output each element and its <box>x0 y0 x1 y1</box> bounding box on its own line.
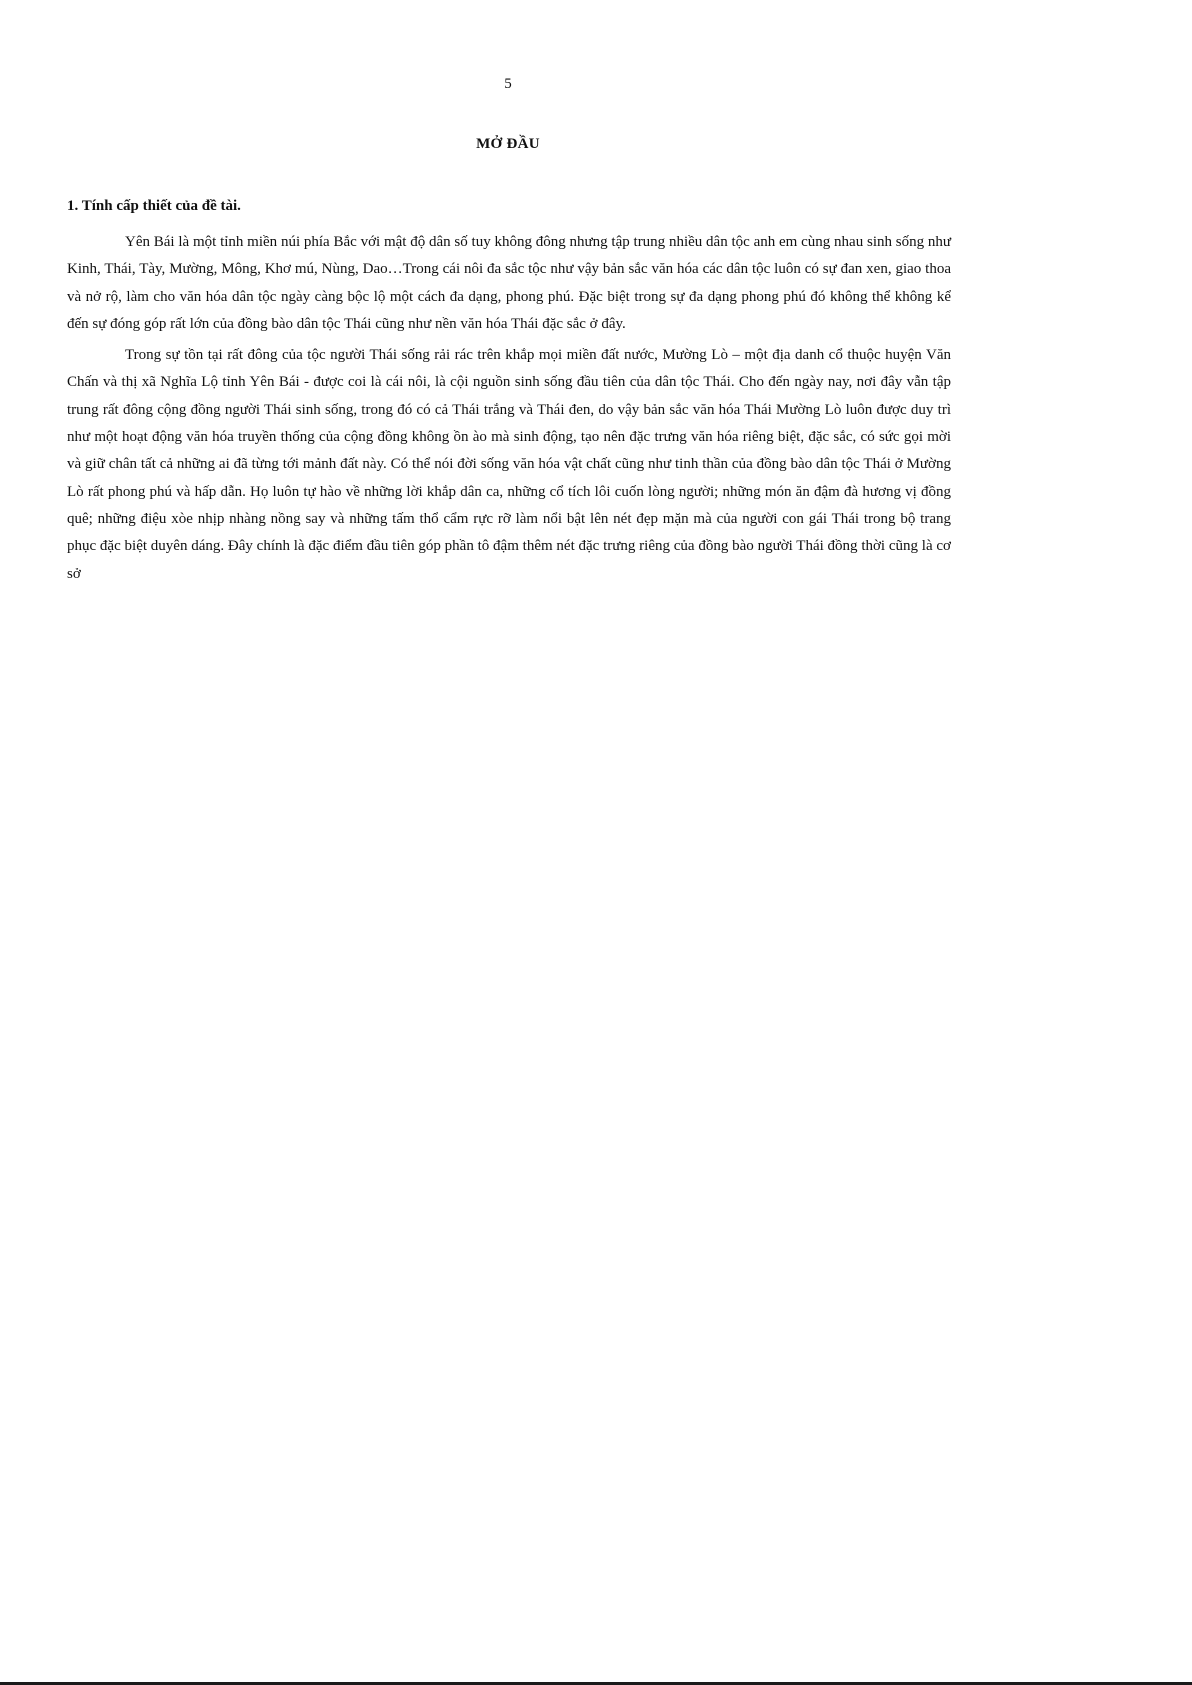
paragraph-2: Trong sự tồn tại rất đông của tộc người Thái sống rải rác trên khắp mọi miền đất nước, Mường Lò – một địa danh cổ thuộc huyện Văn Chấn và thị xã Nghĩa Lộ tỉnh Yên Bái - được coi là cái nôi, là cội nguồn sinh sống đầu tiên của dân tộc Thái. Cho đến ngày nay, nơi đây vẫn tập trung rất đông cộng đồng người Thái sinh sống, trong đó có cả Thái trắng và Thái đen, do vậy bản sắc văn hóa Thái Mường Lò luôn được duy trì như một hoạt động văn hóa truyền thống của cộng đồng không ồn ào mà sinh động, tạo nên đặc trưng văn hóa riêng biệt, đặc sắc, có sức gọi mời và giữ chân tất cả những ai đã từng tới mảnh đất này. Có thể nói đời sống văn hóa vật chất cũng như tinh thần của đồng bào dân tộc Thái ở Mường Lò rất phong phú và hấp dẫn. Họ luôn tự hào về những lời khắp dân ca, những cổ tích lôi cuốn lòng người; những món ăn đậm đà hương vị đồng quê; những điệu xòe nhịp nhàng nồng say và những tấm thổ cẩm rực rỡ làm nổi bật lên nét đẹp mặn mà của người con gái Thái trong bộ trang phục đặc biệt duyên dáng. Đây chính là đặc điểm đầu tiên góp phần tô đậm thêm nét đặc trưng riêng của đồng bào người Thái đồng thời cũng là cơ sở <box>67 347 951 582</box>
body-text <box>67 229 951 588</box>
chapter-title: MỞ ĐẦU <box>476 136 540 152</box>
page-number: 5 <box>504 76 512 92</box>
section-heading: 1. Tính cấp thiết của đề tài. <box>67 198 241 214</box>
paragraph-1: Yên Bái là một tỉnh miền núi phía Bắc với mật độ dân số tuy không đông nhưng tập trung nhiều dân tộc anh em cùng nhau sinh sống như Kinh, Thái, Tày, Mường, Mông, Khơ mú, Nùng, Dao…Trong cái nôi đa sắc tộc như vậy bản sắc văn hóa các dân tộc luôn có sự đan xen, giao thoa và nở rộ, làm cho văn hóa dân tộc ngày càng bộc lộ một cách đa dạng, phong phú. Đặc biệt trong sự đa dạng phong phú đó không thể không kể đến sự đóng góp rất lớn của đồng bào dân tộc Thái cũng như nền văn hóa Thái đặc sắc ở đây. <box>67 234 951 332</box>
